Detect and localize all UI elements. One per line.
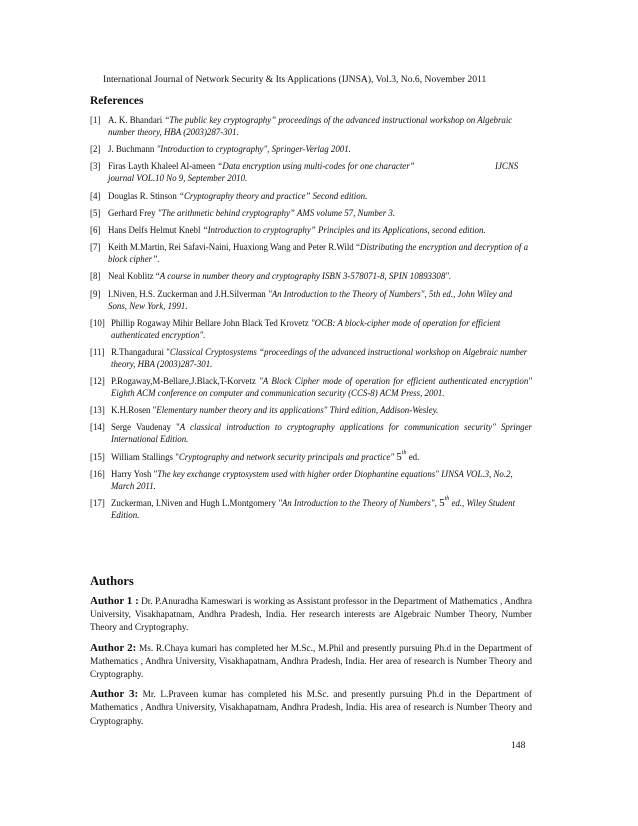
reference-author: Phillip Rogaway Mihir Bellare John Black Ted Krovetz xyxy=(111,317,311,328)
reference-item xyxy=(90,346,532,370)
reference-number: [14] xyxy=(90,422,105,433)
author-text: Dr. P.Anuradha Kameswari is working as Assistant professor in the Department of Mathematics , Andhra University, Visakhapatnam, Andhra Pradesh, India. Her research interests are Algebraic Number Theory, Number Theory and Cryptography. xyxy=(90,597,532,634)
reference-edition: 5 xyxy=(396,450,402,463)
reference-title-continued: journal VOL.10 No 9, September 2010. xyxy=(108,173,248,184)
reference-author: I.Niven, H.S. Zuckerman and J.H.Silverman xyxy=(108,288,268,299)
reference-title: "OCB: A block-cipher mode of operation for efficient authenticated encryption". xyxy=(111,317,501,340)
reference-number: [6] xyxy=(90,224,101,235)
reference-edition: 5 xyxy=(439,497,445,509)
author-text: Ms. R.Chaya kumari has completed her M.Sc., M.Phil and presently pursuing Ph.d in the Department of Mathematics , Andhra University, Visakhapatnam, Andhra Pradesh, India. Her area of research is Number Theory and Cryptography. xyxy=(90,643,532,681)
reference-title: “Cryptography theory and practice” Second edition. xyxy=(179,190,368,201)
reference-author: William Stallings " xyxy=(111,451,179,462)
author-label: Author 1 : xyxy=(90,595,139,607)
reference-tail: ed. xyxy=(406,451,420,462)
reference-item xyxy=(90,421,532,445)
reference-number: [8] xyxy=(90,271,101,282)
author-label: Author 2: xyxy=(90,641,137,654)
reference-edition-suffix: th xyxy=(444,496,450,502)
reference-item xyxy=(90,160,532,184)
reference-author: R.Thangadurai " xyxy=(111,346,170,357)
reference-item xyxy=(90,404,532,416)
reference-item xyxy=(90,375,532,399)
reference-title: “Data encryption using multi-codes for one character” xyxy=(217,161,415,172)
reference-item xyxy=(90,270,532,282)
author-bio xyxy=(90,642,532,683)
author-bio xyxy=(90,688,532,729)
reference-number: [4] xyxy=(90,190,101,201)
reference-author: Serge Vaudenay " xyxy=(111,422,180,433)
references-list xyxy=(90,114,532,526)
reference-title: “The public key cryptography” proceedings of the advanced instructional workshop on Algebraic number theory, HBA (2003)287-301. xyxy=(108,115,513,137)
reference-title: Classical Cryptosystems “proceedings of the advanced instructional workshop on Algebraic number theory, HBA (2003)287-301. xyxy=(111,346,528,369)
reference-author: Zuckerman, I.Niven and Hugh L.Montgomery xyxy=(111,498,279,508)
reference-title: "An Introduction to the Theory of Numbers", 5th ed., John Wiley and Sons, New York, 1991. xyxy=(108,288,513,311)
reference-edition-suffix: th xyxy=(401,449,407,456)
reference-number: [5] xyxy=(90,207,101,218)
page-number: 148 xyxy=(511,740,526,751)
reference-number: [1] xyxy=(90,115,101,125)
reference-number: [15] xyxy=(90,451,105,462)
reference-number: [7] xyxy=(90,242,101,253)
reference-author: A. K. Bhandari xyxy=(108,115,165,125)
reference-author: Gerhard Frey xyxy=(108,207,158,218)
reference-author: J. Buchmann xyxy=(108,144,157,155)
reference-number: [17] xyxy=(90,498,105,508)
reference-item xyxy=(90,241,532,265)
reference-number: [3] xyxy=(90,161,101,172)
authors-section xyxy=(90,595,532,735)
reference-number: [9] xyxy=(90,288,101,299)
reference-item xyxy=(90,288,532,312)
author-bio xyxy=(90,595,532,636)
reference-title: Elementary number theory and its applications" Third edition, Addison-Wesley. xyxy=(156,405,439,416)
reference-tail: ed., Wiley Student Edition. xyxy=(111,498,516,520)
running-header: International Journal of Network Security & Its Applications (IJNSA), Vol.3, No.6, November 2011 xyxy=(103,74,487,85)
reference-item xyxy=(90,207,532,219)
reference-number: [10] xyxy=(90,317,105,328)
reference-item xyxy=(90,317,532,341)
reference-number: [16] xyxy=(90,468,105,479)
reference-item xyxy=(90,497,532,521)
reference-author: K.H.Rosen " xyxy=(111,405,157,416)
reference-author: Keith M.Martin, Rei Safavi-Naini, Huaxiong Wang and Peter R.Wild “ xyxy=(108,242,360,253)
reference-number: [12] xyxy=(90,376,105,387)
reference-item xyxy=(90,114,532,138)
reference-author: Firas Layth Khaleel Al-ameen xyxy=(108,161,218,172)
reference-title: "Introduction to cryptography", Springer-Verlag 2001. xyxy=(156,144,351,155)
reference-author: Douglas R. Stinson xyxy=(108,190,180,201)
reference-item xyxy=(90,451,532,463)
reference-title: A course in number theory and cryptography ISBN 3-578071-8, SPIN 10893308". xyxy=(159,271,452,282)
reference-item xyxy=(90,190,532,202)
reference-number: [11] xyxy=(90,346,105,357)
reference-author: Neal Koblitz “ xyxy=(108,271,160,282)
reference-title: "An Introduction to the Theory of Numbers", xyxy=(278,498,437,508)
reference-title: The key exchange cryptosystem used with higher order Diophantine equations" IJNSA VOL.3, No.2, March 2011. xyxy=(111,468,513,491)
reference-author: P.Rogaway,M-Bellare,J.Black,T-Korvetz xyxy=(111,376,260,387)
reference-item xyxy=(90,224,532,236)
reference-number: [13] xyxy=(90,405,105,416)
reference-author: Harry Yosh " xyxy=(111,468,158,479)
reference-item xyxy=(90,468,532,492)
reference-title: "The arithmetic behind cryptography” AMS volume 57, Number 3. xyxy=(157,207,396,218)
reference-title: Cryptography and network security principals and practice" xyxy=(178,451,395,462)
authors-heading: Authors xyxy=(90,574,134,588)
reference-title: “Introduction to cryptography” Principles and its Applications, second edition. xyxy=(202,224,486,235)
author-label: Author 3: xyxy=(90,688,139,701)
references-heading: References xyxy=(90,95,144,107)
author-text: Mr. L.Praveen kumar has completed his M.Sc. and presently pursuing Ph.d in the Department of Mathematics , Andhra University, Visakhapatnam, Andhra Pradesh, India. His area of research is Number Theory and Cryptography. xyxy=(90,690,532,727)
reference-item xyxy=(90,143,532,155)
reference-title: "A Block Cipher mode of operation for efficient authenticated encryption" Eighth ACM conference on computer and communication security (CCS-8) ACM Press, 2001. xyxy=(111,376,532,399)
reference-number: [2] xyxy=(90,144,101,155)
reference-author: Hans Delfs Helmut Knebl xyxy=(108,224,203,235)
reference-title: A classical introduction to cryptography applications for communication security" Springer International Edition. xyxy=(111,422,533,445)
reference-journal: IJCNS xyxy=(495,161,519,172)
reference-title: Distributing the encryption and decryption of a block cipher’’. xyxy=(108,242,529,265)
